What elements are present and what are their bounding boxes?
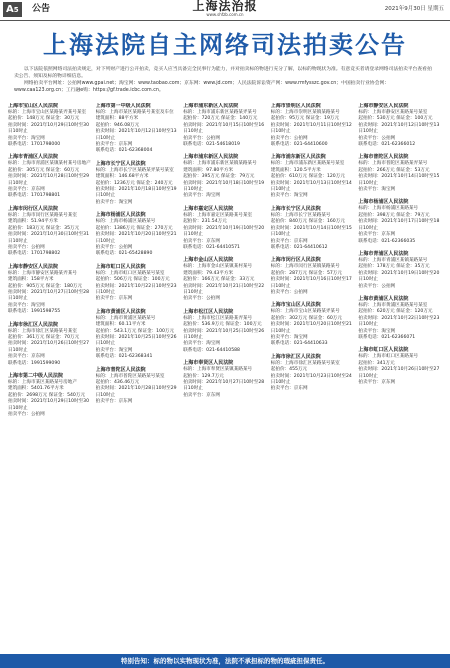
notice-court-name: 上海市杨浦区人民法院 [95,212,146,219]
notice-line: 起拍价：302万元 保证金：60万元 [270,315,342,321]
notice-line: 标的：上海市宝山区某路某弄某号某室 [8,110,87,115]
notice-court-name: 上海市松江区人民法院 [183,308,234,315]
notice-line: 标的：上海市宝山区某路某弄某号 [270,309,340,315]
notice-court-name: 上海市宝山区人民法院 [270,302,321,309]
notice-court-name: 上海市宝山区人民法院 [8,103,59,109]
auction-notice [358,347,442,386]
weekday: 星期五 [427,6,444,12]
notice-line: 拍卖时间：2021年10月14日10时至15日10时止 [270,225,352,238]
notice-court-name: 上海市长宁区人民法院 [95,160,146,167]
notice-line: 拍卖平台：公拍网 [8,412,45,418]
auction-notice [358,251,442,290]
notice-line: 拍卖平台：淘宝网 [270,334,308,340]
notice-line: 拍卖时间：2021年10月28日10时至29日10时止 [95,386,177,398]
notice-line: 拍卖平台：公拍网 [8,244,45,250]
auction-notice [8,154,92,199]
notice-line: 拍卖时间：2021年10月14日10时至15日10时止 [358,174,440,186]
notice-line: 起拍价：720万元 保证金：140万元 [183,116,258,122]
auction-notice [96,309,180,361]
notice-line: 起拍价：398万元 保证金：79万元 [358,212,430,218]
page-header [0,0,450,21]
notice-court-name: 上海市杨浦区人民法院 [358,199,409,206]
notice-column [96,103,180,651]
notice-line: 联系电话：021-62366012 [358,142,416,148]
auction-notice [271,154,355,199]
notice-line: 标的：上海市杨浦区某路某号 [358,206,419,212]
notice-court-name: 上海市徐汇区人民法院 [8,321,59,328]
notice-court-name: 上海市闵行区人民法院 [8,205,59,212]
notice-columns [8,103,442,651]
notice-court-name: 上海市长宁区人民法院 [270,205,321,212]
notice-line: 标的：上海市虹口区某路某号 [358,354,419,360]
notice-line: 联系电话：1991599090 [8,360,61,366]
notice-court-name: 上海市普陀区人民法院 [95,366,146,373]
footer-banner: 特别告知：标的物以实物现状为准，法院不承担标的物的瑕疵担保责任。 [0,654,450,668]
notice-line: 拍卖平台：公拍网 [358,135,396,141]
notice-line: 拍卖时间：2021年10月17日10时至18日10时止 [358,219,440,231]
notice-line: 标的：上海市闵行区某镇某路某号 [270,264,340,270]
notice-line: 拍卖平台：公拍网 [183,296,220,302]
notice-court-name: 上海市徐汇区人民法院 [270,353,321,360]
notice-line: 建筑面积：146.68平方米 [95,174,149,180]
notice-line: 起拍价：266万元 保证金：53万元 [358,167,430,173]
auction-notice [96,103,180,155]
notice-column [183,103,267,651]
notice-court-name: 上海市青浦区人民法院 [358,250,409,257]
notice-line: 拍卖时间：2021年10月25日10时至26日10时止 [95,334,177,347]
notice-line: 拍卖时间：2021年10月19日10时至20日10时止 [358,270,440,283]
notice-line: 拍卖时间：2021年10月18日10时至19日10时止 [183,180,265,193]
notice-line: 拍卖时间：2021年10月12日10时至13日10时止 [358,122,440,135]
notice-court-name: 上海市浦东新区人民法院 [183,103,239,109]
notice-line: 拍卖平台：京东网 [8,187,45,193]
notice-line: 联系电话：021-64410571 [183,244,240,250]
page-number-tab [3,2,22,17]
notice-line: 拍卖平台：京东网 [8,354,45,360]
auction-notice [96,367,180,406]
notice-line: 起拍价：620万元 保证金：120万元 [358,309,433,315]
notice-line: 起拍价：536.9万元 保证金：100万元 [183,322,262,328]
auction-notice [8,264,92,316]
intro-paragraph: 以下法院依照网络司法拍卖规定，对下列财产进行公开拍卖，竞买人应当具备完全民事行为能力，并对拍卖标的物进行充分了解，以标的物现状为准。有意竞买者请登录网络司法拍卖平台查看拍卖公告、须知及标的物详细信息。 [14,67,432,79]
notice-court-name: 上海市虹口区人民法院 [95,263,146,270]
auction-notice [96,264,180,303]
notice-line: 拍卖时间：2021年10月18日10时至19日10时止 [95,187,177,199]
notice-line: 拍卖时间：2021年10月27日10时至28日10时止 [8,289,90,302]
notice-line: 联系电话：1701798802 [8,251,61,257]
notice-court-name: 上海市崇明区人民法院 [270,103,321,109]
notice-line: 标的：上海市普陀区某路某号某室 [95,373,165,379]
notice-line: 标的：上海市黄浦区某路某号 [95,315,156,321]
notice-line: 拍卖时间：2021年10月20日10时至21日10时止 [270,322,352,334]
notice-line: 拍卖平台：京东网 [270,238,308,244]
auction-notice [358,296,442,341]
notice-line: 起拍价：610万元 保证金：120万元 [270,174,345,180]
notice-line: 拍卖平台：淘宝网 [270,193,308,199]
notice-line: 拍卖时间：2021年10月16日10时至17日10时止 [270,277,352,289]
notice-line: 标的：上海市青浦区某镇某路某号 [358,257,428,263]
page-label: A [6,4,14,15]
notice-line: 拍卖平台：淘宝网 [8,135,45,141]
auction-notice [8,322,92,367]
notice-line: 拍卖平台：淘宝网 [95,199,133,205]
notice-court-name: 上海市金山区人民法院 [183,257,234,264]
notice-court-name: 上海市黄浦区人民法院 [95,308,146,315]
notice-line: 联系电话：021-54618019 [183,142,240,148]
notice-court-name: 上海市虹口区人民法院 [358,347,409,354]
notice-line: 拍卖平台：京东网 [183,238,220,244]
notice-line: 拍卖时间：2021年10月29日10时至30日10时止 [8,399,90,411]
notice-line: 建筑面积：5401.76平方米 [8,386,64,392]
notice-line: 起拍价：166万元 保证金：33万元 [183,277,255,283]
auction-notice [271,302,355,347]
section-name: 公告 [32,4,51,14]
notice-court-name: 上海市浦东新区人民法院 [270,154,326,161]
notice-line: 拍卖平台：淘宝网 [183,193,220,199]
auction-notice [271,206,355,251]
notice-line: 起拍价：129.7万元 [183,373,224,379]
auction-notice [358,154,442,193]
notice-line: 拍卖时间：2021年10月26日10时至27日10时止 [8,341,90,353]
notice-line: 标的：上海市某区某路某号房地产 [8,380,77,385]
notice-line: 起拍价：361万元 保证金：70万元 [8,334,80,340]
notice-court-name: 上海市静安区人民法院 [8,263,59,270]
notice-line: 标的：上海市闵行区某路某号某室 [8,212,77,218]
notice-line: 拍卖平台：京东网 [95,399,133,405]
notice-line: 拍卖时间：2021年10月11日10时至12日10时止 [270,122,352,135]
notice-line: 建筑面积：79.43平方米 [183,270,234,276]
notice-line: 拍卖时间：2021年10月30日10时至31日10时止 [8,232,90,244]
notice-line: 拍卖时间：2021年10月22日10时至23日10时止 [95,283,177,295]
auction-notice [271,354,355,393]
auction-notice [96,161,180,206]
notice-line: 标的：上海市徐汇区某路某号某室 [8,328,77,334]
notice-line: 建筑面积：158平方米 [8,277,54,283]
notice-line: 起拍价：1236万元 保证金：240万元 [95,180,173,186]
notice-court-name: 上海市黄浦区人民法院 [358,295,409,302]
notice-line: 起拍价：178万元 保证金：35万元 [358,264,430,270]
auction-notice [96,212,180,257]
auction-notice [183,206,267,251]
notice-line: 联系电话：021-64410612 [270,244,328,250]
notice-line: 标的：上海市静安区某路某号某室 [358,110,428,115]
notice-court-name: 上海市闵行区人民法院 [270,257,321,264]
notice-line: 标的：上海市静安区某路某弄某号 [8,270,77,276]
notice-line: 联系电话：021-62368004 [95,148,153,154]
notice-line: 起拍价：2698万元 保证金：540万元 [8,392,86,398]
notice-line: 起拍价：287万元 保证金：57万元 [270,270,342,276]
notice-line: 拍卖时间：2021年10月20日10时至21日10时止 [95,232,177,244]
notice-column [8,103,92,651]
auction-notice [358,199,442,244]
notice-line: 拍卖时间：2021年10月19日10时至20日10时止 [183,225,265,238]
notice-line: 起拍价：148万元 保证金：30万元 [8,116,80,122]
notice-column [271,103,355,651]
notice-line: 起拍价：1386万元 保证金：270万元 [95,225,173,231]
auction-notice [271,257,355,296]
notice-line: 拍卖时间：2021年10月29日10时至30日10时止 [8,122,90,135]
notice-line: 拍卖平台：公拍网 [95,244,133,250]
notice-line: 联系电话：021-64410600 [270,142,328,148]
notice-line: 拍卖平台：淘宝网 [358,187,396,193]
notice-line: 拍卖时间：2021年10月13日10时至14日10时止 [270,180,352,193]
notice-line: 拍卖平台：京东网 [183,392,220,398]
notice-line: 标的：上海市浦东新区某路某弄某号 [183,110,257,115]
auction-notice [183,103,267,148]
notice-line: 拍卖时间：2021年10月12日10时至13日10时止 [95,129,177,141]
notice-line: 拍卖平台：京东网 [358,232,396,238]
notice-line: 起拍价：905万元 保证金：180万元 [8,283,83,289]
notice-court-name: 上海市静安区人民法院 [358,103,409,109]
notice-line: 拍卖时间：2021年10月21日10时至22日10时止 [183,283,265,295]
notice-line: 标的：上海市浦东新区某镇某路某号 [183,161,257,167]
intro-paragraph: 网络拍卖平台网址：公拍网www.gpai.net；淘宝网：www.taobao.com；京东网：www.jd.com；人民法院诉讼资产网：www.rmfysszc.gov.cn；中国拍卖行业协会网：www.caa123.org.cn；工行融e购：https://gf.trade.icbc.com.cn。 [14,81,390,93]
notice-line: 联系电话：021-62366035 [358,238,416,244]
notice-line: 标的：上海市嘉定区某路某号某室 [183,212,253,218]
notice-line: 标的：上海市长宁区某路某号 [270,212,331,218]
notice-court-name: 上海市奉贤区人民法院 [183,360,234,367]
notice-line: 标的：上海市虹口区某路某号某室 [95,270,165,276]
notice-line: 起拍价：506万元 保证金：100万元 [95,277,170,283]
auction-notice [8,206,92,258]
notice-line: 拍卖时间：2021年10月27日10时至28日10时止 [183,380,265,392]
notice-line: 拍卖时间：2021年10月26日10时至27日10时止 [358,367,440,379]
page-title: 上海法院自主网络司法拍卖公告 [43,31,407,59]
notice-line: 标的：上海市杨浦区某路某号 [95,219,156,225]
notice-court-name: 上海市第二中级人民法院 [8,373,64,379]
auction-notice [183,154,267,199]
notice-line: 标的：上海市浦东新区某路某号某室 [270,161,345,167]
notice-line: 起拍价：231.54万元 [183,219,227,225]
notice-line: 拍卖平台：公拍网 [270,135,308,141]
notice-line: 拍卖时间：2021年10月25日10时至26日10时止 [183,328,265,340]
notice-line: 建筑面积：97.80平方米 [183,167,234,173]
notice-line: 起拍价：341万元 [358,360,395,366]
masthead-url: www.shfzb.com.cn [206,12,244,17]
notice-line: 标的：上海市普陀区某路某弄某号 [358,161,428,167]
intro-text [14,66,436,94]
notice-line: 拍卖时间：2021年10月28日10时至29日10时止 [8,174,90,186]
notice-line: 拍卖平台：淘宝网 [8,302,45,308]
notice-line: 联系电话：021-64410588 [183,347,240,353]
notice-line: 起拍价：840万元 保证金：160万元 [270,219,345,225]
notice-court-name: 上海市青浦区人民法院 [8,154,59,161]
newspaper-masthead: 上海法治报 [192,0,258,13]
notice-line: 建筑面积：120.5平方米 [270,167,321,173]
notice-line: 联系电话：021-62366071 [358,334,416,340]
auction-notice [8,103,92,148]
notice-line: 起拍价：455万元 [270,367,308,373]
notice-line: 起拍价：543.1万元 保证金：100万元 [95,328,175,334]
notice-line: 拍卖平台：京东网 [95,142,133,148]
notice-line: 起拍价：95万元 保证金：19万元 [270,116,340,122]
notice-line: 拍卖平台：淘宝网 [183,341,220,347]
notice-column [358,103,442,651]
auction-notice [271,103,355,148]
notice-line: 标的：上海市崇明区某镇某路某号 [270,110,340,115]
notice-court-name: 上海市第一中级人民法院 [95,103,151,109]
notice-line: 拍卖时间：2021年10月15日10时至16日10时止 [183,122,265,135]
notice-line: 标的：上海市金山区某镇某村某号 [183,264,253,270]
notice-line: 拍卖平台：京东网 [95,296,133,302]
notice-line: 联系电话：021-62368341 [95,354,153,360]
notice-court-name: 上海市普陀区人民法院 [358,154,409,161]
notice-line: 起拍价：530万元 保证金：100万元 [358,116,433,122]
notice-line: 拍卖平台：京东网 [358,380,396,385]
notice-line: 起拍价：395万元 保证金：79万元 [183,174,255,180]
notice-line: 拍卖平台：公拍网 [270,289,308,295]
notice-line: 标的：上海市黄浦区某路某号某室 [358,302,428,308]
auction-notice [8,373,92,418]
notice-line: 拍卖平台：公拍网 [183,135,220,141]
notice-line: 起拍价：436.46万元 [95,380,140,385]
auction-notice [183,257,267,302]
notice-line: 联系电话：1991598755 [8,309,61,315]
auction-notice [183,309,267,354]
notice-line: 标的：上海市奉贤区某镇某路某号 [183,367,253,373]
notice-line: 建筑面积：51.94平方米 [8,219,58,225]
notice-line: 标的：上海市某区某路某号某室及车位 [95,110,174,115]
notice-line: 拍卖平台：淘宝网 [358,328,396,334]
notice-line: 拍卖平台：公拍网 [358,283,396,289]
notice-line: 标的：上海市长宁区某路某弄某号某室 [95,167,174,173]
notice-line: 拍卖平台：京东网 [270,386,308,392]
auction-notice [358,103,442,148]
notice-line: 标的：上海市青浦区某镇某村某号房地产 [8,161,91,167]
notice-line: 拍卖平台：淘宝网 [95,347,133,353]
notice-line: 建筑面积：60.11平方米 [95,322,146,328]
auction-notice [183,360,267,399]
notice-line: 起拍价：946.08万元 [95,122,140,128]
notice-court-name: 上海市嘉定区人民法院 [183,205,234,212]
date: 2021年9月30日 [384,6,426,12]
notice-line: 起拍价：305万元 保证金：60万元 [8,167,80,173]
page-number: 5 [13,6,19,14]
notice-line: 联系电话：1701798801 [8,193,61,199]
notice-line: 联系电话：021-65428890 [95,251,153,257]
notice-line: 标的：上海市徐汇区某路某号某室 [270,360,340,366]
notice-line: 拍卖时间：2021年10月22日10时至23日10时止 [358,315,440,328]
notice-line: 联系电话：1701798000 [8,142,61,148]
notice-line: 建筑面积：88平方米 [95,116,139,122]
notice-line: 联系电话：021-64410633 [270,341,328,347]
notice-line: 拍卖时间：2021年10月23日10时至24日10时止 [270,373,352,385]
notice-line: 起拍价：183万元 保证金：35万元 [8,225,80,231]
notice-court-name: 上海市浦东新区人民法院 [183,154,239,161]
issue-date [385,5,444,14]
notice-line: 标的：上海市松江区某路某弄某号 [183,315,253,321]
